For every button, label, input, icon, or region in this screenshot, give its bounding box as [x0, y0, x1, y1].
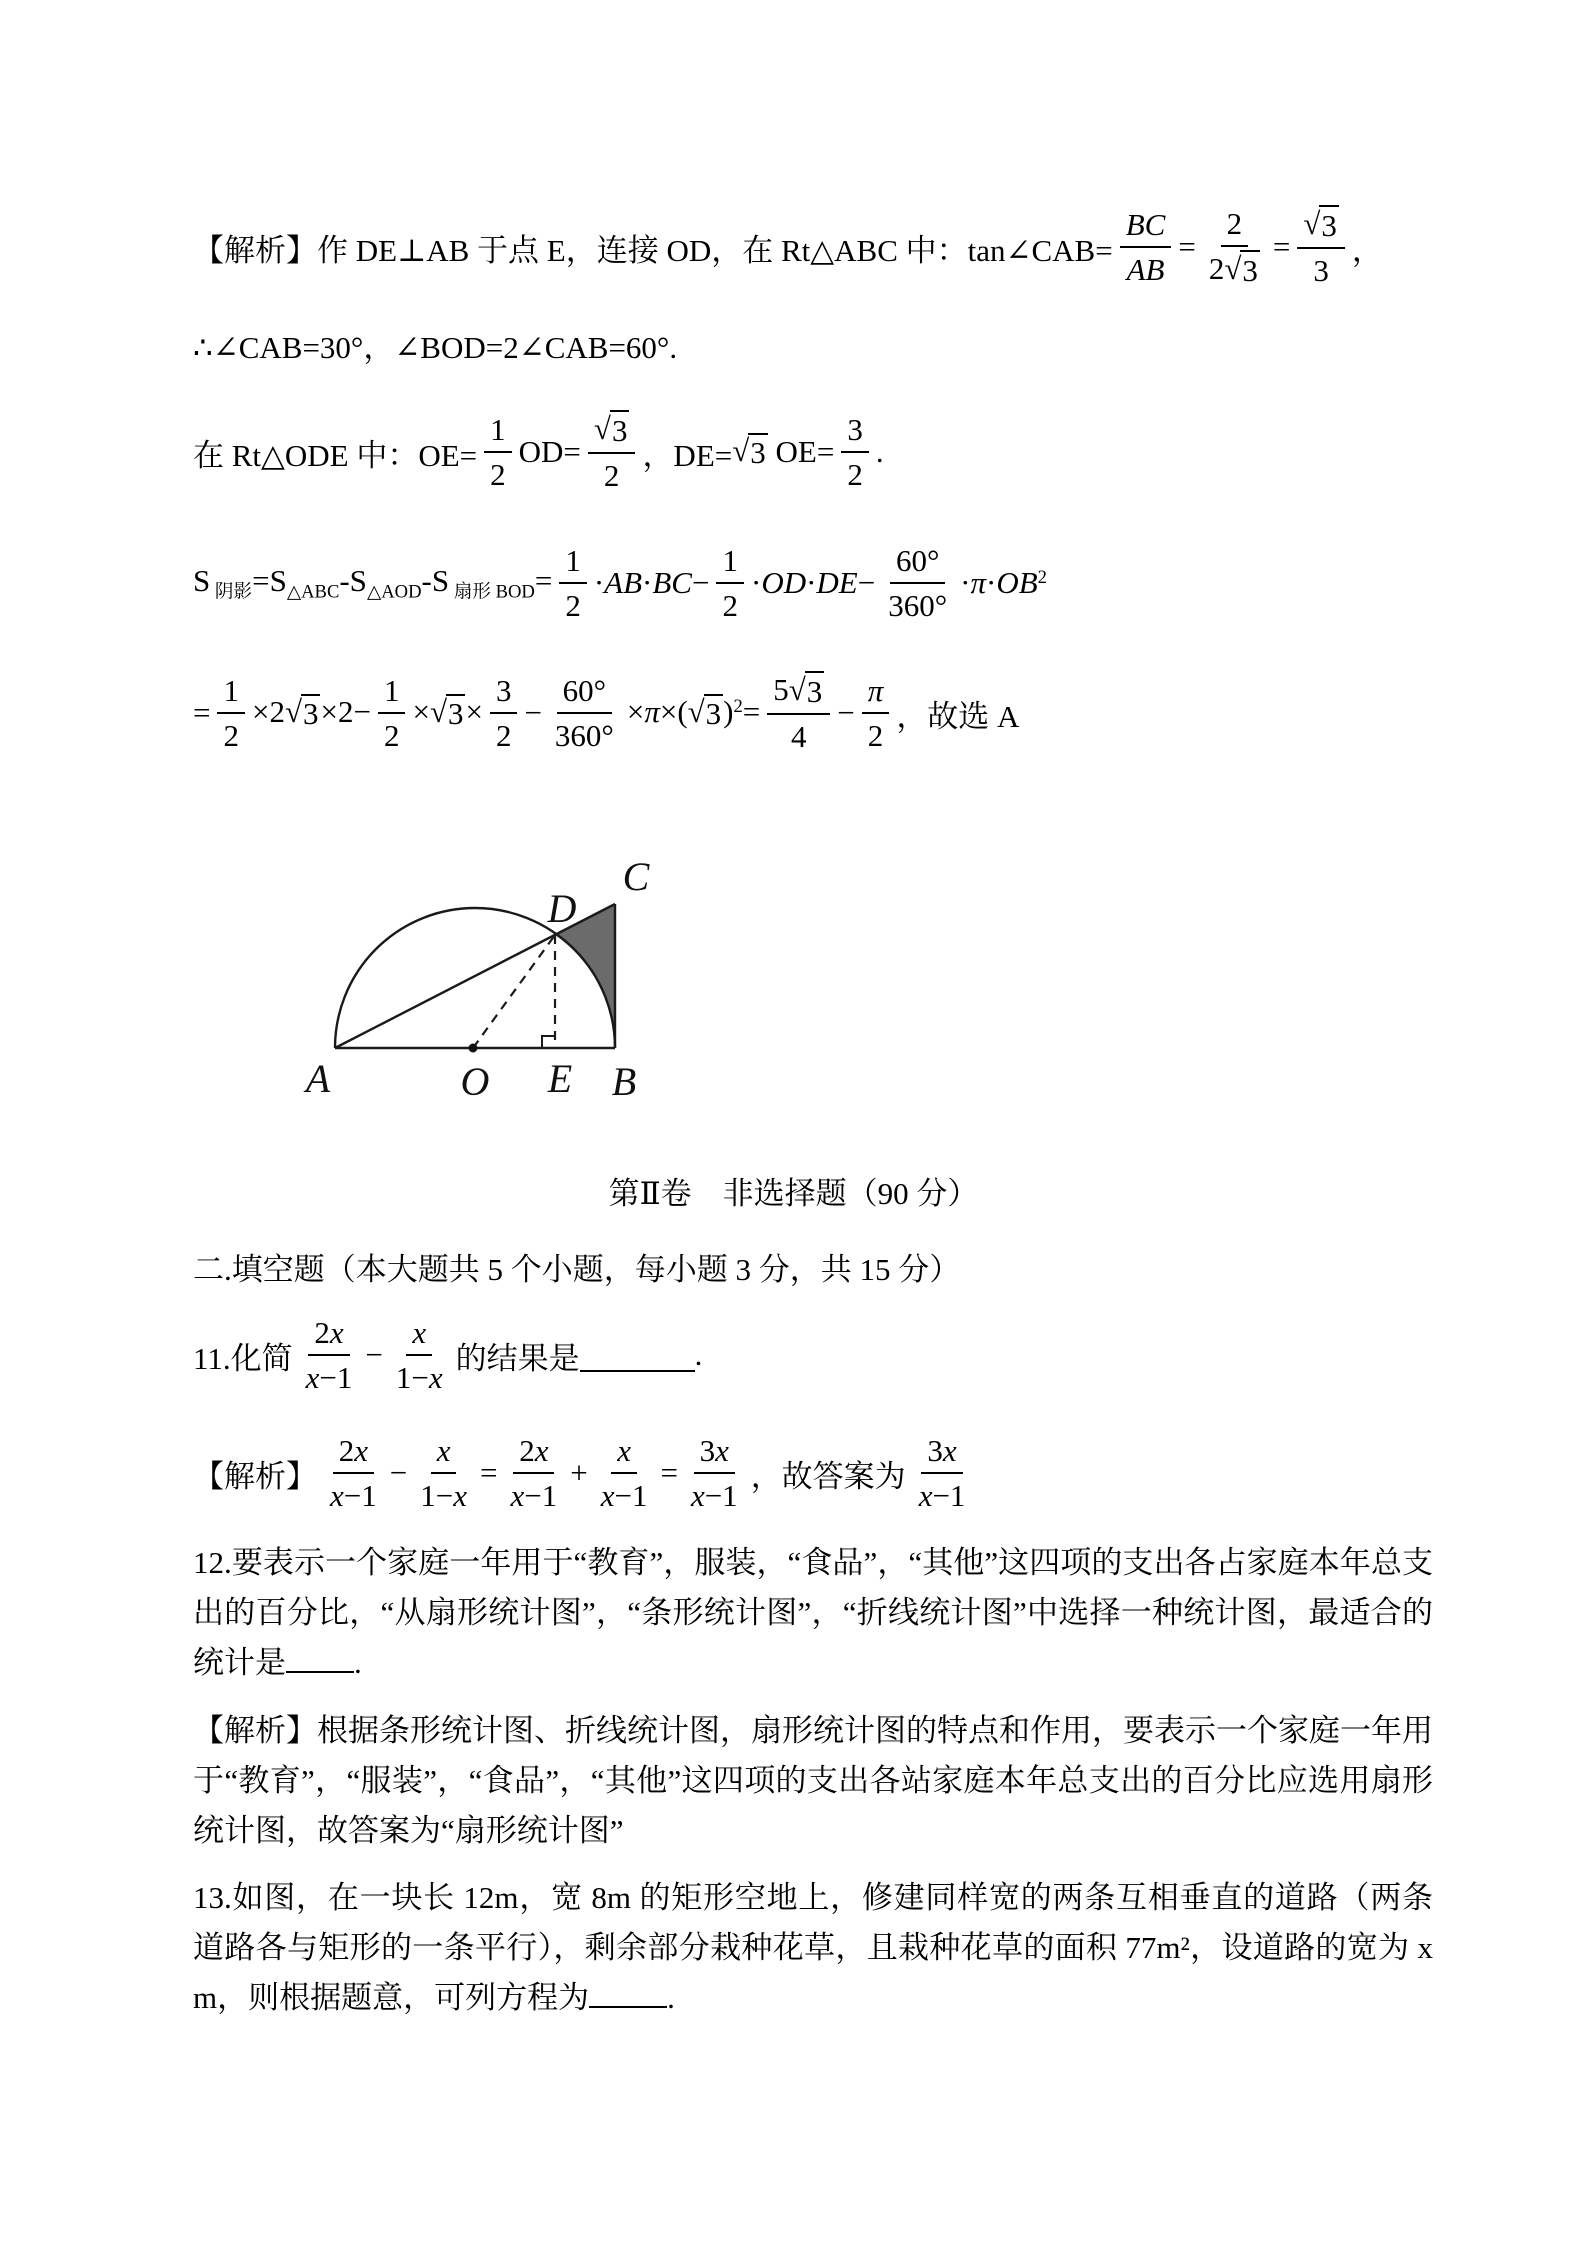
minus-sign: − [389, 1455, 408, 1490]
term-ab-bc: ·AB·BC− [593, 565, 710, 600]
superscript-2: 2 [733, 695, 743, 717]
fraction-BC-AB: $\frac{BC}{AB}$ [1120, 205, 1172, 289]
fraction-1-2: $\frac{1}{2}$ [484, 410, 512, 494]
right-angle-mark [542, 1036, 555, 1048]
angle-conclusion-text: ∴∠CAB=30°，∠BOD=2∠CAB=60°. [193, 330, 678, 365]
term-root3: × √ 3 × [412, 694, 483, 731]
comma: ， [1351, 232, 1383, 268]
solution-12: 【解析】根据条形统计图、折线统计图，扇形统计图的特点和作用，要表示一个家庭一年用于“教育”，“服装”，“食品”，“其他”这四项的支出各站家庭本年总支出的百分比应选用扇形统计图，故答案为“扇形统计图” [193, 1713, 1433, 1848]
solution-label: 【解析】 [193, 1458, 317, 1494]
solution10-line5 [193, 654, 1019, 772]
sqrt-3: √ 3 [732, 433, 766, 470]
period: . [354, 1645, 362, 1680]
sqrt-3: √ 3 [429, 694, 464, 731]
question-11 [193, 1298, 702, 1412]
fraction-3x-xm1: 3 x x −1 [690, 1432, 738, 1513]
period: . [694, 1337, 703, 1372]
sqrt-3: √ 3 [788, 671, 823, 709]
fraction-2x-xm1: 2 x x −1 [510, 1432, 558, 1513]
fraction-1-2: $\frac{1}{2}$ [716, 541, 744, 625]
geometry-figure-svg [280, 840, 710, 1120]
radical-sign: √ [687, 694, 705, 729]
term-pi-root3-squared: ×π×( √ 3 )$^2$= [626, 694, 761, 731]
answer-blank [589, 2002, 667, 2008]
question-11-tail: 的结果是 [455, 1340, 580, 1376]
subscript-triangle-abc: △ABC [286, 581, 340, 603]
fraction-60-360: $\frac{60^\circ}{360^\circ}$ [888, 542, 948, 623]
dashed-line-OD [473, 935, 555, 1048]
question-11-lead: 11.化简 [193, 1340, 293, 1376]
fraction-x-1mx: x 1− x [420, 1432, 467, 1513]
fraction-root3-2: √ 3 2 [588, 409, 636, 495]
sqrt-3: √ 3 [284, 694, 319, 731]
fraction-3-2: $\frac{3}{2}$ [490, 671, 518, 755]
fraction-2x-xm1: 2 x x −1 [330, 1432, 377, 1513]
fraction-2x-xm1: 2 x x −1 [305, 1314, 353, 1395]
period: . [875, 434, 884, 469]
fraction-5root3-4: 5 √ 3 4 [767, 670, 830, 756]
term-od-de: ·OD·DE− [750, 565, 876, 600]
radical-sign: √ [1303, 205, 1321, 241]
label-B: B [611, 1059, 637, 1104]
sqrt-3: √ 3 [593, 410, 628, 448]
term-pi-ob-squared: $\cdot\pi\cdot OB^2$ [960, 565, 1047, 600]
text-run: 在 Rt△ODE 中：OE= [193, 437, 478, 473]
equals-sign: = [479, 1455, 498, 1490]
text-run: OD= [518, 434, 581, 469]
label-A: A [305, 1056, 331, 1101]
minus-sign: − [365, 1337, 383, 1372]
solution10-line2 [193, 322, 677, 367]
area-sum-text: S $_{阴影}=S_{\triangle ABC}-S_{\triangle AOD}-S$ $_{扇形 BOD}$= [193, 563, 553, 603]
point-O-dot [469, 1044, 478, 1053]
sqrt-3: √ 3 [687, 694, 722, 731]
answer-lead-text: ，故答案为 [750, 1458, 906, 1494]
solution10-line4 [193, 524, 1047, 642]
solution10-line3 [193, 396, 884, 508]
equals-sign: = [1178, 229, 1196, 264]
fraction-60-360: $\frac{60^\circ}{360^\circ}$ [554, 672, 614, 753]
solution-11 [193, 1418, 978, 1528]
solution10-line1 [193, 188, 1383, 306]
radical-sign: √ [732, 433, 750, 468]
radical-sign: √ [593, 410, 611, 446]
fraction-x-1mx: x 1− x [395, 1314, 443, 1395]
fraction-3x-xm1: 3 x x −1 [918, 1432, 966, 1513]
label-E: E [547, 1056, 573, 1101]
sqrt-3: √ 3 [1303, 205, 1337, 243]
sqrt-3: √ 3 [1224, 251, 1258, 288]
radical-sign: √ [788, 671, 806, 707]
part2-heading: 第Ⅱ卷 非选择题（90 分） [608, 1176, 979, 1211]
label-D: D [547, 886, 577, 931]
period: . [667, 1980, 675, 2015]
label-O: O [460, 1059, 490, 1104]
subscript-shadow: 阴影 [210, 581, 253, 603]
fraction-1-2: $\frac{1}{2}$ [559, 541, 587, 625]
radical-sign: √ [284, 694, 302, 729]
text-run: OE= [767, 434, 835, 469]
section2-title: 二.填空题（本大题共 5 个小题，每小题 3 分，共 15 分） [193, 1252, 961, 1287]
answer-blank [286, 1667, 354, 1673]
label-C: C [622, 854, 650, 899]
plus-sign: + [570, 1455, 588, 1490]
question-13: 13.如图，在一块长 12m，宽 8m 的矩形空地上，修建同样宽的两条互相垂直的道路（两条道路各与矩形的一条平行），剩余部分栽种花草，且栽种花草的面积 77m²，设道路的宽为 x m，则根据题意，可列方程为 . [193, 1880, 1433, 2015]
fraction-1-2: $\frac{1}{2}$ [217, 671, 245, 755]
fraction-x-xm1: x x −1 [600, 1432, 648, 1513]
minus-sign: − [837, 695, 855, 730]
text-run: ，DE= [642, 437, 733, 473]
radical-sign: √ [1224, 251, 1242, 286]
minus-sign: − [524, 695, 542, 730]
fraction-pi-2: $\frac{\pi}{2}$ [862, 671, 890, 755]
term-2root3-2: ×2 √ 3 ×2− [251, 694, 371, 731]
equals-sign: = [193, 695, 211, 730]
equals-sign: = [1272, 229, 1291, 264]
fraction-root3-3: √ 3 3 [1297, 204, 1345, 290]
fraction-3-2: $\frac{3}{2}$ [841, 410, 869, 494]
radical-sign: √ [429, 694, 447, 729]
answer-blank [580, 1370, 695, 1372]
fraction-2-2root3: 2 2 √ 3 [1208, 205, 1258, 288]
solution-intro-text: 【解析】作 DE⊥AB 于点 E，连接 OD，在 Rt△ABC 中：tan∠CAB= [193, 232, 1113, 268]
fraction-1-2: $\frac{1}{2}$ [378, 671, 406, 755]
subscript-triangle-aod: △AOD [366, 581, 422, 603]
question-12: 12.要表示一个家庭一年用于“教育”，服装，“食品”，“其他”这四项的支出各占家庭本年总支出的百分比，“从扇形统计图”，“条形统计图”，“折线统计图”中选择一种统计图，最适合的统计是 . [193, 1545, 1433, 1680]
subscript-sector-bod: 扇形 BOD [449, 581, 535, 603]
equals-sign: = [660, 1455, 678, 1490]
answer-choice-text: ，故选 A [896, 698, 1020, 734]
superscript-2: 2 [1037, 566, 1047, 588]
